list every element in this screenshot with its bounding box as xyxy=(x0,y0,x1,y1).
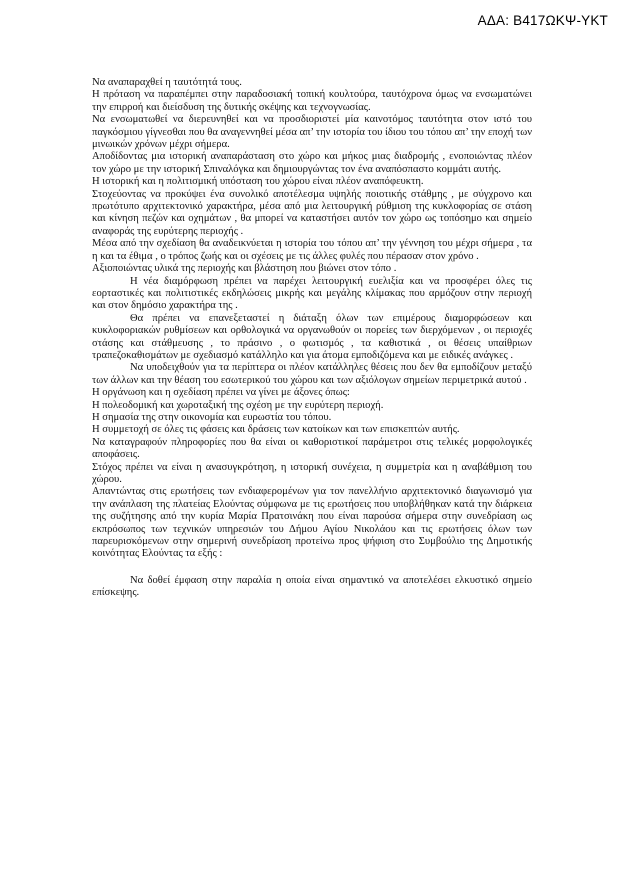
paragraph: Να υποδειχθούν για τα περίπτερα οι πλέον κατάλληλες θέσεις που δεν θα εμποδίζουν μεταξύ των άλλων και την θέαση του εσωτερικού του χώρου και των αξιόλογων σημείων περιμετρικά αυτού . xyxy=(92,362,532,386)
paragraph: Η πρόταση να παραπέμπει στην παραδοσιακή τοπική κουλτούρα, ταυτόχρονα όμως να ενσωματώνει την επιρροή και διείσδυση της δυτικής σκέψης και τεχνογνωσίας. xyxy=(92,89,532,113)
paragraph: Η συμμετοχή σε όλες τις φάσεις και δράσεις των κατοίκων και των επισκεπτών αυτής. xyxy=(92,424,460,436)
paragraph: Η σημασία της στην οικονομία και ευρωστία του τόπου. xyxy=(92,411,332,423)
paragraph: Μέσα από την σχεδίαση θα αναδεικνύεται η ιστορία του τόπου απ’ την γέννηση του μέχρι σήμερα , τα η και τα έθιμα , ο τρόπος ζωής και οι σχέσεις με τις άλλες φυλές που πέρασαν στον χρόνο . xyxy=(92,238,532,262)
paragraph: Να καταγραφούν πληροφορίες που θα είναι οι καθοριστικοί παράμετροι στις τελικές μορφολογικές αποφάσεις. xyxy=(92,436,532,461)
paragraph: Να ενσωματωθεί να διερευνηθεί και να προσδιοριστεί μία καινοτόμος ταυτότητα στον ιστό του παγκόσμιου γίγνεσθαι που θα αναγεννηθεί μέσα απ’ την ιστορία του ίδιου του τόπου απ’ την εποχή των μινωικών χρόνων μέχρι σήμερα. xyxy=(92,114,532,151)
paragraph: Να δοθεί έμφαση στην παραλία η οποία είναι σημαντικό να αποτελέσει ελκυστικό σημείο επίσκεψης. xyxy=(92,574,532,599)
paragraph: Αποδίδοντας μια ιστορική αναπαράσταση στο χώρο και μήκος μιας διαδρομής , ενοποιώντας πλέον τον χώρο με την ιστορική Σπιναλόγκα και δημιουργώντας τον ένα αναπόσπαστο κομμάτι αυτής. xyxy=(92,151,532,175)
paragraph: Η οργάνωση και η σχεδίαση πρέπει να γίνει με άξονες όπως: xyxy=(92,387,350,399)
paragraph: Στόχος πρέπει να είναι η ανασυγκρότηση, η ιστορική συνέχεια, η συμμετρία και η αναβάθμιση του χώρου. xyxy=(92,461,532,485)
paragraph: Η πολεοδομική και χωροταξική της σχέση με την ευρύτερη περιοχή. xyxy=(92,399,384,411)
paragraph: Να αναπαραχθεί η ταυτότητά τους. xyxy=(92,77,242,88)
document-body xyxy=(92,77,532,600)
paragraph: Απαντώντας στις ερωτήσεις των ενδιαφερομένων για τον πανελλήνιο αρχιτεκτονικό διαγωνισμό για την ανάπλαση της πλατείας Ελούντας σύμφωνα με τις ερωτήσεις που υποβλήθηκαν κατά την διάρκεια της συζήτησης από την κυρία Μαρία Πρατσινάκη που είναι παρούσα σήμερα στην συνεδρίαση ως εκπρόσωπος των τεχνικών υπηρεσιών του Δήμου Αγίου Νικολάου και τις ερωτήσεις όλων των παρευρισκόμενων στην σημερινή συνεδρίαση προτείνω προς ψήφιση στο Συμβούλιο της Δημοτικής κοινότητας Ελούντας τα εξής : xyxy=(92,486,532,560)
ada-code: ΑΔΑ: Β417ΩΚΨ-ΥΚΤ xyxy=(477,13,608,28)
paragraph: Αξιοποιώντας υλικά της περιοχής και βλάστηση που βιώνει στον τόπο . xyxy=(92,263,397,275)
paragraph: Στοχεύοντας να προκύψει ένα συνολικό αποτέλεσμα υψηλής ποιοτικής στάθμης , με σύγχρονο και πρωτότυπο αρχιτεκτονικό χαρακτήρα, μέσα από μια λειτουργική ρύθμιση της κυκλοφορίας σε στάση και κίνηση πεζών και οχημάτων , θα μπορεί να καταστήσει αυτόν τον χώρο ως τοπόσημο και σημείο αναφοράς της ευρύτερης περιοχής . xyxy=(92,188,532,237)
paragraph: Η ιστορική και η πολιτισμική υπόσταση του χώρου είναι πλέον αναπόφευκτη. xyxy=(92,176,424,188)
paragraph: Η νέα διαμόρφωση πρέπει να παρέχει λειτουργική ευελιξία και να προσφέρει όλες τις εορταστικές και πολιτιστικές εκδηλώσεις μικρής και μεγάλης κλίμακας που αρμόζουν στην περιοχή και στον δημόσιο χαρακτήρα της . xyxy=(92,275,532,312)
paragraph: Θα πρέπει να επανεξεταστεί η διάταξη όλων των επιμέρους διαμορφώσεων και κυκλοφοριακών ρυθμίσεων και ορθολογικά να οργανωθούν οι πορείες των διερχόμενων , οι περιοχές στάσης και στάθμευσης , το πράσινο , ο φωτισμός , τα καθιστικά , οι θέσεις υπαίθριων τραπεζοκαθισμάτων με σχεδιασμό κατάλληλο και για άτομα εμποδιζόμενα και με ειδικές ανάγκες . xyxy=(92,312,532,361)
